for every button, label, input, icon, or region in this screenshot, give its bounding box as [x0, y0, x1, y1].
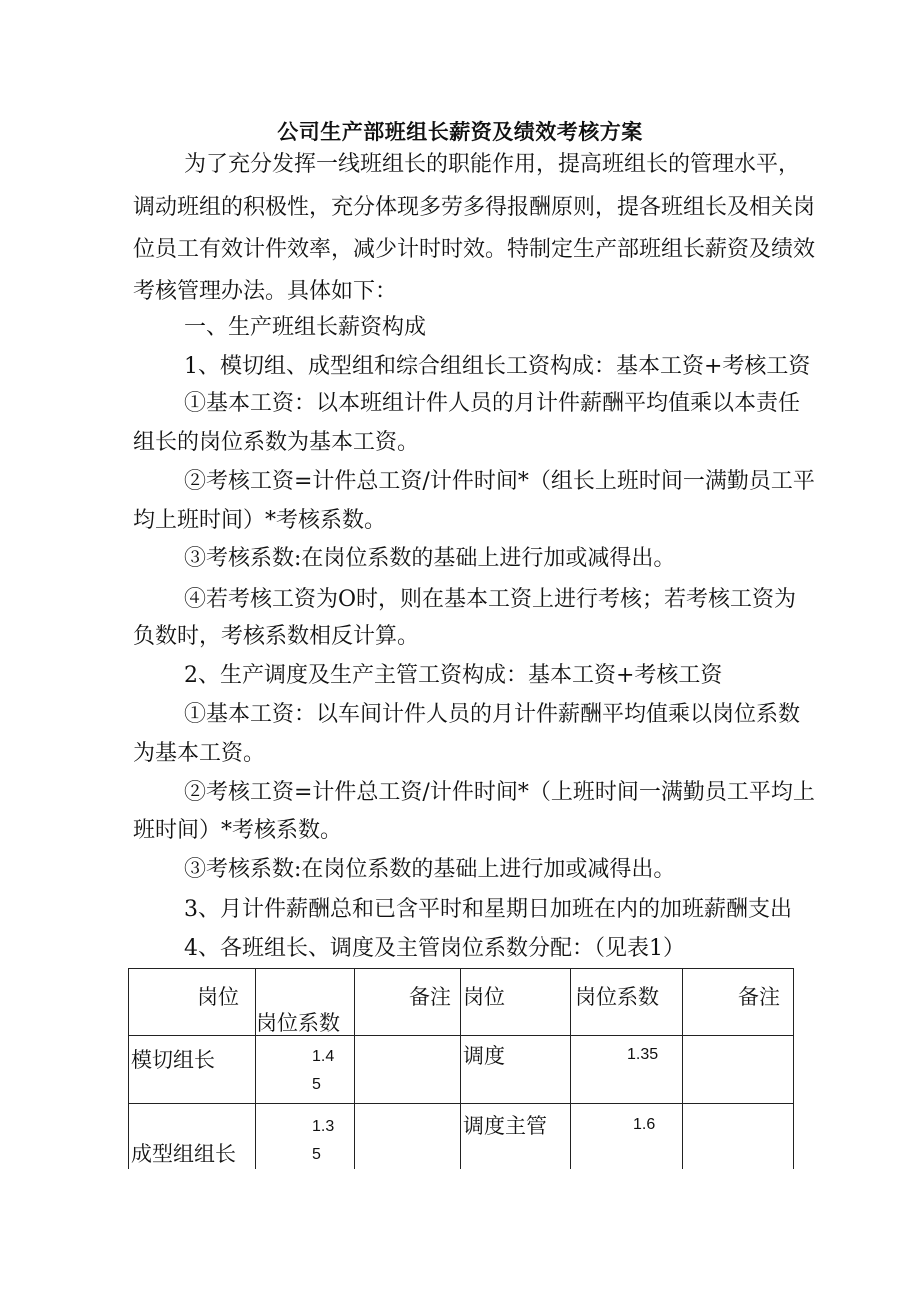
section-heading: 一、生产班组长薪资构成	[184, 315, 427, 340]
row1-coef-left-b: 5	[312, 1076, 321, 1093]
intro-line: 调动班组的积极性，充分体现多劳多得报酬原则，提各班组长及相关岗	[133, 195, 816, 220]
item2-paragraph-3: ③考核系数:在岗位系数的基础上进行加或减得出。	[184, 857, 676, 882]
item2-paragraph-1: ①基本工资：以车间计件人员的月计件薪酬平均值乘以岗位系数	[184, 702, 801, 727]
row2-post-left: 成型组组长	[131, 1142, 236, 1166]
intro-line: 位员工有效计件效率，减少计时时效。特制定生产部班组长薪资及绩效	[133, 237, 816, 262]
intro-line: 考核管理办法。具体如下：	[133, 279, 398, 304]
row2-coef-right: 1.6	[633, 1116, 656, 1133]
table-cell	[355, 1104, 461, 1169]
table-cell	[461, 1104, 571, 1169]
table-cell	[571, 1036, 683, 1104]
header-note-left: 备注	[409, 985, 451, 1009]
item1-heading: 1、模切组、成型组和综合组组长工资构成：基本工资+考核工资	[184, 354, 811, 379]
item2-heading: 2、生产调度及生产主管工资构成：基本工资+考核工资	[184, 663, 723, 688]
row1-coef-right: 1.35	[627, 1046, 659, 1063]
item4-heading: 4、各班组长、调度及主管岗位系数分配：（见表1）	[184, 936, 685, 961]
table-cell	[683, 1036, 794, 1104]
table-header-cell	[461, 969, 571, 1036]
table-header-cell	[683, 969, 794, 1036]
item2-paragraph-1-cont: 为基本工资。	[133, 741, 266, 766]
table-header-cell	[571, 969, 683, 1036]
row2-coef-left-a: 1.3	[312, 1118, 335, 1135]
coefficient-table	[128, 968, 794, 1169]
item1-paragraph-1-cont: 组长的岗位系数为基本工资。	[133, 430, 420, 455]
header-note-right: 备注	[738, 985, 780, 1009]
table-cell	[256, 1036, 355, 1104]
header-coef-left: 岗位系数	[256, 1011, 340, 1035]
row1-coef-left-a: 1.4	[312, 1048, 335, 1065]
row1-post-right: 调度	[463, 1044, 505, 1068]
table-row	[129, 1036, 256, 1104]
item2-paragraph-2: ②考核工资=计件总工资/计件时间*（上班时间一满勤员工平均上	[184, 780, 815, 805]
table-cell	[571, 1104, 683, 1169]
header-post-left: 岗位	[197, 985, 239, 1009]
item1-paragraph-3: ③考核系数:在岗位系数的基础上进行加或减得出。	[184, 546, 676, 571]
item1-paragraph-2: ②考核工资=计件总工资/计件时间*（组长上班时间一满勤员工平	[184, 469, 815, 494]
header-post-right: 岗位	[463, 985, 505, 1009]
item2-paragraph-2-cont: 班时间）*考核系数。	[133, 818, 343, 843]
table-cell	[355, 1036, 461, 1104]
item1-paragraph-4: ④若考核工资为O时，则在基本工资上进行考核；若考核工资为	[184, 587, 797, 612]
table-header-cell	[256, 969, 355, 1036]
intro-line: 为了充分发挥一线班组长的职能作用，提高班组长的管理水平，	[184, 152, 801, 177]
table-cell	[683, 1104, 794, 1169]
document-title: 公司生产部班组长薪资及绩效考核方案	[277, 120, 643, 144]
table-header-cell	[129, 969, 256, 1036]
row1-post-left: 模切组长	[131, 1048, 215, 1072]
row2-coef-left-b: 5	[312, 1146, 321, 1163]
table-cell	[461, 1036, 571, 1104]
row2-post-right: 调度主管	[463, 1114, 547, 1138]
header-coef-right: 岗位系数	[575, 985, 659, 1009]
table-header-cell	[355, 969, 461, 1036]
table-cell	[256, 1104, 355, 1169]
item1-paragraph-1: ①基本工资：以本班组计件人员的月计件薪酬平均值乘以本责任	[184, 391, 801, 416]
item1-paragraph-4-cont: 负数时，考核系数相反计算。	[133, 624, 420, 649]
item1-paragraph-2-cont: 均上班时间）*考核系数。	[133, 508, 387, 533]
table-row	[129, 1104, 256, 1169]
item3-heading: 3、月计件薪酬总和已含平时和星期日加班在内的加班薪酬支出	[184, 897, 792, 922]
